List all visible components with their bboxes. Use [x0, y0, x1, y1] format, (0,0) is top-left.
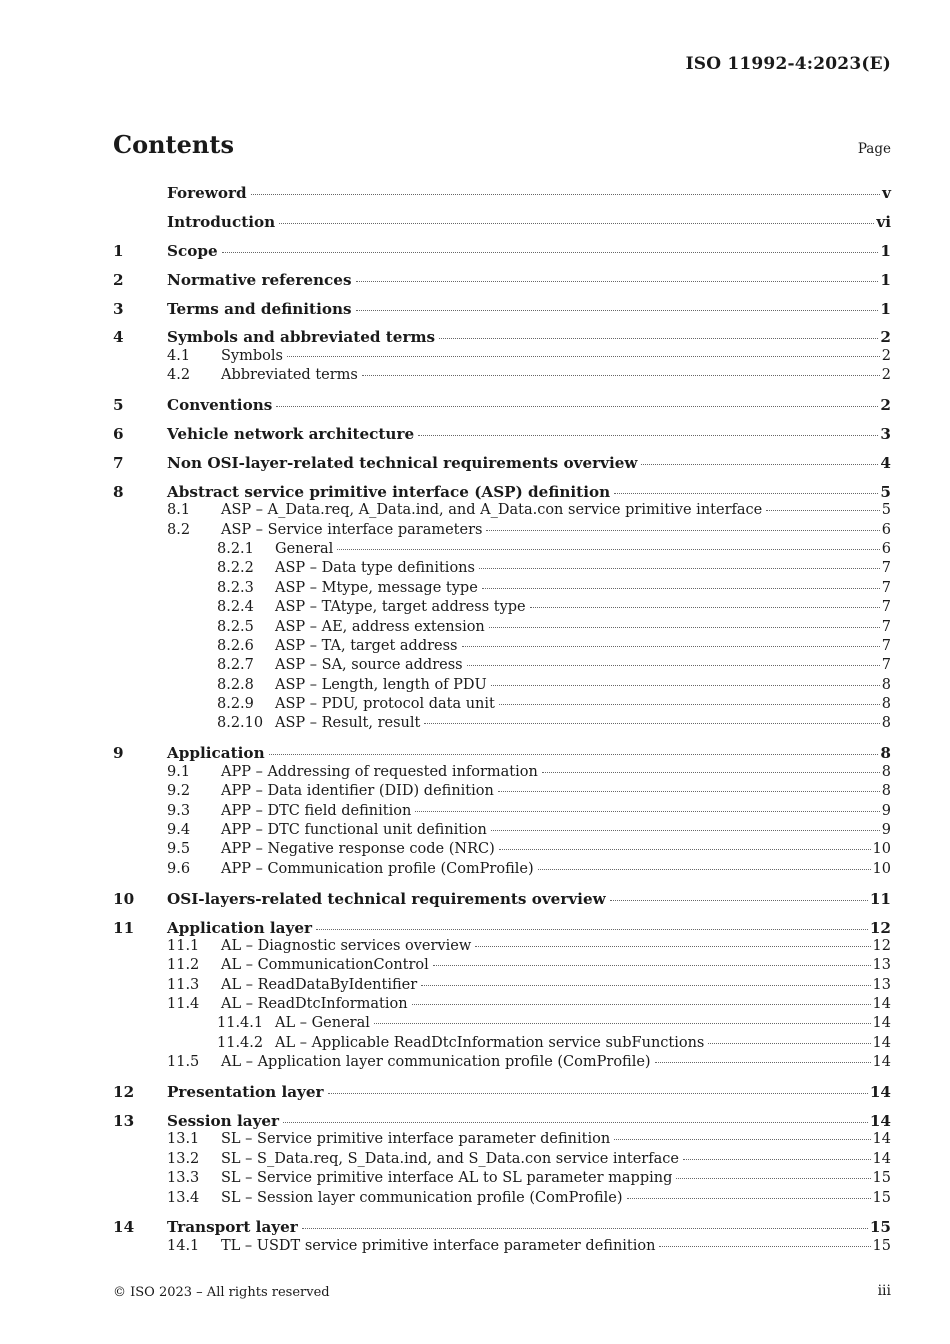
- toc-dot-leader: [467, 664, 880, 666]
- toc-entry[interactable]: [113, 1015, 891, 1034]
- toc-entry-title: APP – Addressing of requested information: [221, 763, 538, 780]
- toc-dot-leader: [433, 964, 871, 966]
- toc-entry-number: 11.2: [167, 957, 200, 974]
- toc-entry-page: 7: [881, 637, 891, 654]
- toc-entry-number: 8.2.6: [217, 637, 254, 654]
- toc-entry-number: 9.5: [167, 841, 191, 858]
- toc-entry[interactable]: [113, 300, 891, 319]
- toc-dot-leader: [489, 626, 880, 628]
- toc-dot-leader: [302, 1227, 868, 1229]
- toc-entry-number: 1: [113, 241, 124, 260]
- toc-entry-number: 6: [113, 425, 124, 444]
- toc-entry-page: 10: [872, 841, 891, 858]
- toc-dot-leader: [530, 606, 880, 608]
- toc-entry[interactable]: [113, 744, 891, 763]
- toc-entry-page: 1: [880, 270, 891, 289]
- toc-entry-title: ASP – Length, length of PDU: [275, 676, 487, 693]
- toc-entry-title: ASP – PDU, protocol data unit: [275, 696, 495, 713]
- toc-entry-number: 13.2: [167, 1150, 200, 1167]
- toc-entry[interactable]: [113, 1131, 891, 1150]
- toc-entry-number: 10: [113, 889, 135, 908]
- toc-entry-number: 13.3: [167, 1170, 200, 1187]
- toc-entry[interactable]: [113, 890, 891, 909]
- toc-dot-leader: [491, 684, 880, 686]
- toc-entry-number: 8.2: [167, 521, 191, 538]
- toc-entry-title: Presentation layer: [167, 1083, 324, 1102]
- toc-dot-leader: [337, 548, 879, 550]
- toc-dot-leader: [614, 1138, 870, 1140]
- toc-entry[interactable]: [113, 1218, 891, 1237]
- toc-entry-page: 14: [869, 1083, 891, 1102]
- toc-dot-leader: [499, 848, 871, 850]
- toc-entry-page: 15: [869, 1218, 891, 1237]
- toc-dot-leader: [279, 222, 874, 224]
- toc-dot-leader: [498, 790, 880, 792]
- toc-entry-page: 6: [881, 521, 891, 538]
- toc-entry[interactable]: [113, 861, 891, 880]
- toc-entry[interactable]: [113, 271, 891, 290]
- toc-entry-page: 7: [881, 618, 891, 635]
- toc-entry[interactable]: [113, 541, 891, 560]
- page-number: iii: [877, 1283, 891, 1299]
- toc-entry-title: ASP – A_Data.req, A_Data.ind, and A_Data.con service primitive interface: [221, 502, 763, 519]
- toc-entry[interactable]: [113, 328, 891, 347]
- toc-entry-page: 12: [872, 937, 891, 954]
- toc-entry-page: 8: [881, 763, 891, 780]
- toc-entry-number: 11.4: [167, 996, 200, 1013]
- toc-entry-number: 12: [113, 1083, 135, 1102]
- toc-entry[interactable]: [113, 580, 891, 599]
- toc-entry-page: 7: [881, 657, 891, 674]
- toc-dot-leader: [415, 810, 879, 812]
- toc-entry-page: 2: [880, 328, 891, 347]
- toc-entry-title: AL – ReadDataByIdentifier: [221, 976, 418, 993]
- toc-entry-number: 8: [113, 482, 124, 501]
- toc-entry[interactable]: [113, 184, 891, 203]
- contents-heading: Contents: [113, 130, 234, 159]
- toc-entry-number: 9.2: [167, 783, 191, 800]
- toc-entry[interactable]: [113, 396, 891, 415]
- toc-entry-number: 9.4: [167, 821, 191, 838]
- toc-entry-number: 8.1: [167, 502, 191, 519]
- toc-entry-title: SL – Service primitive interface parameter definition: [221, 1131, 611, 1148]
- toc-dot-leader: [610, 899, 868, 901]
- toc-dot-leader: [659, 1245, 870, 1247]
- toc-dot-leader: [627, 1197, 871, 1199]
- toc-dot-leader: [655, 1061, 871, 1063]
- toc-entry-page: 13: [872, 957, 891, 974]
- toc-entry-number: 8.2.3: [217, 579, 254, 596]
- toc-entry[interactable]: [113, 454, 891, 473]
- toc-entry-title: SL – S_Data.req, S_Data.ind, and S_Data.con service interface: [221, 1150, 679, 1167]
- toc-entry-title: ASP – Service interface parameters: [221, 521, 483, 538]
- toc-entry-page: 2: [880, 396, 891, 415]
- toc-entry[interactable]: [113, 522, 891, 541]
- toc-entry-page: 11: [869, 889, 891, 908]
- toc-entry-page: 1: [880, 241, 891, 260]
- toc-entry-title: Conventions: [167, 396, 273, 415]
- toc-entry[interactable]: [113, 783, 891, 802]
- toc-entry-page: 12: [869, 918, 891, 937]
- table-of-contents: [113, 184, 891, 1257]
- toc-entry-page: 6: [881, 540, 891, 557]
- toc-entry[interactable]: [113, 619, 891, 638]
- toc-entry-number: 13: [113, 1112, 135, 1131]
- toc-dot-leader: [676, 1177, 870, 1179]
- toc-entry-title: AL – General: [275, 1015, 370, 1032]
- toc-entry-title: APP – Data identifier (DID) definition: [221, 783, 494, 800]
- toc-entry-title: General: [275, 540, 334, 557]
- toc-entry-page: 15: [872, 1170, 891, 1187]
- toc-dot-leader: [418, 434, 878, 436]
- toc-entry-page: 14: [872, 996, 891, 1013]
- toc-entry-title: ASP – TAtype, target address type: [275, 599, 526, 616]
- toc-entry-page: 15: [872, 1237, 891, 1254]
- toc-entry-title: AL – Diagnostic services overview: [221, 937, 472, 954]
- toc-entry-title: APP – DTC field definition: [221, 802, 412, 819]
- toc-entry-title: ASP – Result, result: [275, 715, 421, 732]
- toc-entry-page: 14: [872, 1034, 891, 1051]
- toc-dot-leader: [374, 1022, 871, 1024]
- toc-entry-title: ASP – TA, target address: [275, 637, 458, 654]
- toc-entry-title: APP – Negative response code (NRC): [221, 841, 495, 858]
- toc-dot-leader: [269, 753, 879, 755]
- toc-entry-number: 13.1: [167, 1131, 200, 1148]
- toc-dot-leader: [538, 868, 871, 870]
- toc-entry-title: Application layer: [167, 918, 312, 937]
- toc-entry-page: 10: [872, 860, 891, 877]
- toc-entry[interactable]: [113, 348, 891, 367]
- toc-entry-number: 11.1: [167, 937, 200, 954]
- toc-dot-leader: [287, 355, 880, 357]
- toc-entry[interactable]: [113, 560, 891, 579]
- toc-entry-page: 14: [872, 1150, 891, 1167]
- toc-entry-number: 14: [113, 1218, 135, 1237]
- toc-entry[interactable]: [113, 696, 891, 715]
- toc-dot-leader: [475, 945, 870, 947]
- toc-dot-leader: [251, 193, 881, 195]
- toc-entry-title: Application: [167, 744, 265, 763]
- toc-entry-number: 8.2.8: [217, 676, 254, 693]
- toc-entry-title: Vehicle network architecture: [167, 425, 415, 444]
- toc-dot-leader: [316, 928, 868, 930]
- toc-entry-title: ASP – SA, source address: [275, 657, 463, 674]
- toc-entry-title: ASP – AE, address extension: [275, 618, 485, 635]
- toc-entry-title: Normative references: [167, 270, 352, 289]
- toc-entry-number: 4: [113, 328, 124, 347]
- toc-entry[interactable]: [113, 677, 891, 696]
- toc-entry-title: Foreword: [167, 184, 247, 202]
- toc-dot-leader: [439, 337, 878, 339]
- toc-entry-page: 7: [881, 560, 891, 577]
- toc-entry-title: Introduction: [167, 212, 276, 231]
- toc-entry-title: OSI-layers-related technical requirements overview: [167, 889, 606, 908]
- toc-entry-title: Symbols: [221, 347, 283, 364]
- toc-entry[interactable]: [113, 764, 891, 783]
- toc-entry[interactable]: [113, 996, 891, 1015]
- toc-entry-page: 8: [881, 696, 891, 713]
- toc-entry[interactable]: [113, 1170, 891, 1189]
- toc-entry-number: 8.2.1: [217, 540, 254, 557]
- toc-entry-page: 4: [880, 453, 891, 472]
- toc-dot-leader: [356, 309, 879, 311]
- toc-entry[interactable]: [113, 1151, 891, 1170]
- toc-entry-title: Scope: [167, 241, 218, 260]
- toc-entry[interactable]: [113, 803, 891, 822]
- toc-entry-title: Session layer: [167, 1112, 280, 1131]
- toc-dot-leader: [499, 703, 880, 705]
- toc-entry[interactable]: [113, 1083, 891, 1102]
- toc-entry-number: 3: [113, 299, 124, 318]
- toc-entry-page: 7: [881, 579, 891, 596]
- toc-entry-title: Non OSI-layer-related technical requirements overview: [167, 453, 638, 472]
- toc-entry-number: 2: [113, 270, 124, 289]
- toc-entry[interactable]: [113, 657, 891, 676]
- toc-entry[interactable]: [113, 919, 891, 938]
- toc-entry-number: 11: [113, 918, 135, 937]
- toc-dot-leader: [328, 1092, 868, 1094]
- toc-entry-title: AL – ReadDtcInformation: [221, 996, 408, 1013]
- toc-entry-title: APP – DTC functional unit definition: [221, 821, 487, 838]
- toc-entry-page: 9: [881, 802, 891, 819]
- toc-entry-page: 15: [872, 1189, 891, 1206]
- toc-entry-title: Abbreviated terms: [221, 367, 358, 384]
- toc-dot-leader: [614, 492, 878, 494]
- toc-entry[interactable]: [113, 938, 891, 957]
- toc-dot-leader: [641, 463, 878, 465]
- document-id: ISO 11992-4:2023(E): [685, 54, 891, 74]
- toc-entry[interactable]: [113, 483, 891, 502]
- toc-entry-number: 11.3: [167, 976, 200, 993]
- toc-dot-leader: [283, 1121, 868, 1123]
- toc-entry-number: 4.1: [167, 347, 191, 364]
- toc-entry-page: 2: [881, 347, 891, 364]
- toc-entry-page: 1: [880, 299, 891, 318]
- toc-dot-leader: [542, 771, 880, 773]
- toc-entry-title: Abstract service primitive interface (ASP) definition: [167, 482, 611, 501]
- toc-entry[interactable]: [113, 1035, 891, 1054]
- toc-entry[interactable]: [113, 977, 891, 996]
- toc-dot-leader: [222, 251, 879, 253]
- toc-entry-title: Terms and definitions: [167, 299, 352, 318]
- toc-entry-title: SL – Session layer communication profile (ComProfile): [221, 1189, 623, 1206]
- toc-entry[interactable]: [113, 1190, 891, 1209]
- toc-entry-page: 8: [881, 715, 891, 732]
- toc-entry-number: 8.2.9: [217, 696, 254, 713]
- toc-entry-title: ASP – Data type definitions: [275, 560, 475, 577]
- toc-dot-leader: [362, 374, 880, 376]
- toc-entry-page: 5: [880, 482, 891, 501]
- toc-entry-page: 5: [881, 502, 891, 519]
- toc-entry-number: 7: [113, 453, 124, 472]
- toc-entry-title: AL – Applicable ReadDtcInformation service subFunctions: [275, 1034, 705, 1051]
- toc-entry[interactable]: [113, 367, 891, 386]
- toc-entry-page: 13: [872, 976, 891, 993]
- toc-entry-number: 8.2.7: [217, 657, 254, 674]
- toc-entry-page: 8: [880, 744, 891, 763]
- toc-dot-leader: [491, 829, 880, 831]
- toc-entry-number: 8.2.10: [217, 715, 264, 732]
- toc-entry[interactable]: [113, 242, 891, 261]
- toc-entry-number: 11.4.2: [217, 1034, 264, 1051]
- toc-entry-page: 14: [872, 1131, 891, 1148]
- toc-entry[interactable]: [113, 638, 891, 657]
- toc-entry-title: AL – CommunicationControl: [221, 957, 429, 974]
- toc-entry[interactable]: [113, 502, 891, 521]
- toc-entry-number: 11.5: [167, 1054, 200, 1071]
- toc-entry[interactable]: [113, 425, 891, 444]
- toc-entry-title: AL – Application layer communication profile (ComProfile): [221, 1054, 651, 1071]
- toc-entry-number: 9: [113, 744, 124, 763]
- toc-entry[interactable]: [113, 1054, 891, 1073]
- toc-entry-title: Transport layer: [167, 1218, 298, 1237]
- toc-entry-title: APP – Communication profile (ComProfile): [221, 860, 534, 877]
- toc-dot-leader: [766, 509, 880, 511]
- toc-entry-number: 8.2.2: [217, 560, 254, 577]
- toc-dot-leader: [412, 1003, 871, 1005]
- toc-entry[interactable]: [113, 1238, 891, 1257]
- toc-entry-number: 9.3: [167, 802, 191, 819]
- toc-entry[interactable]: [113, 1112, 891, 1131]
- copyright-notice: © ISO 2023 – All rights reserved: [113, 1285, 330, 1300]
- toc-entry-number: 9.6: [167, 860, 191, 877]
- toc-dot-leader: [708, 1042, 870, 1044]
- toc-entry-title: Symbols and abbreviated terms: [167, 328, 436, 347]
- toc-dot-leader: [479, 567, 880, 569]
- toc-dot-leader: [482, 587, 880, 589]
- toc-entry-page: 14: [872, 1054, 891, 1071]
- toc-entry-page: 8: [881, 676, 891, 693]
- page-column-label: Page: [857, 141, 891, 157]
- toc-dot-leader: [462, 645, 880, 647]
- toc-dot-leader: [276, 405, 878, 407]
- toc-entry-number: 11.4.1: [217, 1015, 264, 1032]
- toc-entry[interactable]: [113, 841, 891, 860]
- toc-entry[interactable]: [113, 213, 891, 232]
- toc-entry-page: 9: [881, 821, 891, 838]
- toc-entry-page: 2: [881, 367, 891, 384]
- toc-entry-page: 7: [881, 599, 891, 616]
- toc-entry[interactable]: [113, 599, 891, 618]
- toc-dot-leader: [421, 984, 870, 986]
- toc-entry-page: 14: [869, 1112, 891, 1131]
- toc-entry-page: 14: [872, 1015, 891, 1032]
- toc-entry-number: 4.2: [167, 367, 191, 384]
- toc-entry[interactable]: [113, 715, 891, 734]
- toc-entry-page: vi: [876, 212, 891, 231]
- toc-entry-number: 9.1: [167, 763, 191, 780]
- toc-dot-leader: [356, 280, 879, 282]
- toc-dot-leader: [486, 529, 879, 531]
- toc-dot-leader: [424, 722, 879, 724]
- toc-entry-number: 8.2.4: [217, 599, 254, 616]
- toc-entry-number: 14.1: [167, 1237, 200, 1254]
- toc-entry-page: 3: [880, 425, 891, 444]
- toc-entry[interactable]: [113, 957, 891, 976]
- toc-entry-page: v: [882, 184, 891, 202]
- toc-entry[interactable]: [113, 822, 891, 841]
- toc-entry-number: 5: [113, 396, 124, 415]
- toc-dot-leader: [683, 1158, 871, 1160]
- toc-entry-page: 8: [881, 783, 891, 800]
- toc-entry-number: 13.4: [167, 1189, 200, 1206]
- toc-entry-title: ASP – Mtype, message type: [275, 579, 478, 596]
- toc-entry-number: 8.2.5: [217, 618, 254, 635]
- toc-entry-title: TL – USDT service primitive interface parameter definition: [221, 1237, 656, 1254]
- toc-entry-title: SL – Service primitive interface AL to SL parameter mapping: [221, 1170, 673, 1187]
